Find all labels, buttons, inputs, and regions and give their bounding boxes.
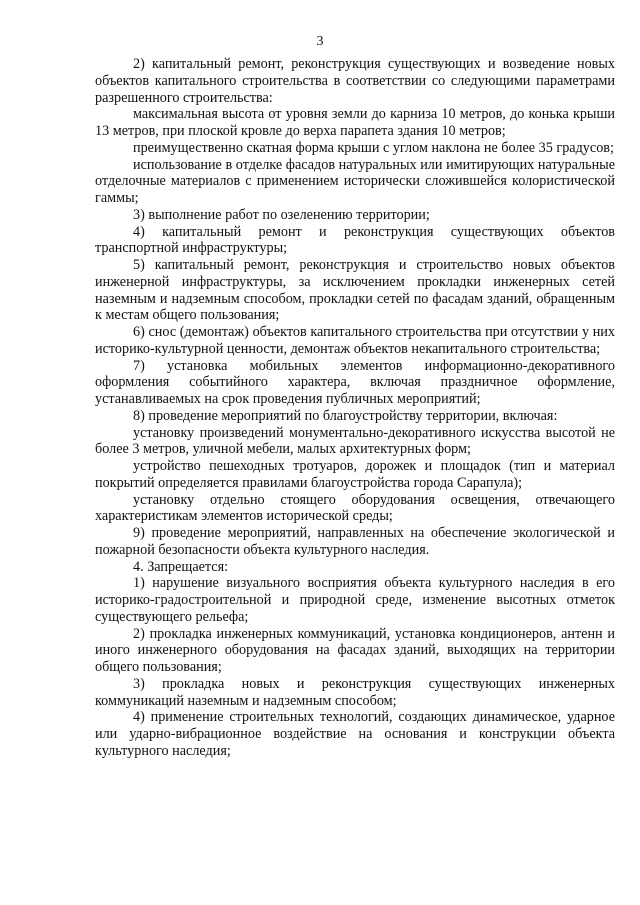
- paragraph-construction-technologies: 4) применение строительных технологий, создающих динамическое, ударное или ударно-вибрационное воздействие на основания и конструкции объекта культурного наследия;: [95, 709, 615, 759]
- page-number: 3: [316, 34, 324, 49]
- paragraph-demolition: 6) снос (демонтаж) объектов капитального строительства при отсутствии у них историко-культурной ценности, демонтаж объектов некапитального строительства;: [95, 324, 615, 357]
- paragraph-overground-utilities: 3) прокладка новых и реконструкция существующих инженерных коммуникаций наземным и надземным способом;: [95, 675, 615, 709]
- paragraph-prohibited-heading: 4. Запрещается:: [133, 558, 229, 575]
- paragraph-transport-infrastructure: 4) капитальный ремонт и реконструкция существующих объектов транспортной инфраструктуры;: [95, 223, 615, 257]
- paragraph-improvement-works: 8) проведение мероприятий по благоустройству территории, включая:: [133, 407, 558, 424]
- paragraph-facade-materials: использование в отделке фасадов натуральных или имитирующих натуральные отделочные материалов с применением исторически сложившейся колористической гаммы;: [95, 156, 615, 206]
- paragraph-facade-equipment: 2) прокладка инженерных коммуникаций, установка кондиционеров, антенн и иного инженерного оборудования на фасадах зданий, выходящих на территории общего пользования;: [95, 625, 615, 675]
- paragraph-visual-perception: 1) нарушение визуального восприятия объекта культурного наследия в его историко-градостроительной и природной среде, изменение высотных отметок существующего рельефа;: [95, 575, 615, 625]
- paragraph-lighting: установку отдельно стоящего оборудования освещения, отвечающего характеристикам элементов исторической среды;: [95, 491, 615, 525]
- paragraph-mobile-elements: 7) установка мобильных элементов информационно-декоративного оформления событийного характера, включая праздничное оформление, устанавливаемых на срок проведения публичных мероприятий;: [95, 357, 615, 407]
- paragraph-safety-measures: 9) проведение мероприятий, направленных на обеспечение экологической и пожарной безопасности объекта культурного наследия.: [95, 525, 615, 558]
- paragraph-monumental-art: установку произведений монументально-декоративного искусства высотой не более 3 метров, уличной мебели, малых архитектурных форм;: [95, 424, 615, 458]
- paragraph-capital-repair: 2) капитальный ремонт, реконструкция существующих и возведение новых объектов капитального строительства в соответствии со следующими параметрами разрешенного строительства:: [95, 56, 615, 106]
- paragraph-max-height: максимальная высота от уровня земли до карниза 10 метров, до конька крыши 13 метров, при плоской кровле до верха парапета здания 10 метров;: [95, 106, 615, 139]
- paragraph-landscaping: 3) выполнение работ по озеленению территории;: [133, 206, 430, 223]
- paragraph-engineering-infrastructure: 5) капитальный ремонт, реконструкция и строительство новых объектов инженерной инфраструктуры, за исключением прокладки инженерных сетей наземным и надземным способом, прокладки сетей по фасадам зданий, обращенным к местам общего пользования;: [95, 257, 615, 324]
- paragraph-roof-shape: преимущественно скатная форма крыши с углом наклона не более 35 градусов;: [133, 139, 614, 156]
- paragraph-pedestrian-paths: устройство пешеходных тротуаров, дорожек и площадок (тип и материал покрытий определяется правилами благоустройства города Сарапула);: [95, 458, 615, 491]
- document-body: [95, 56, 615, 760]
